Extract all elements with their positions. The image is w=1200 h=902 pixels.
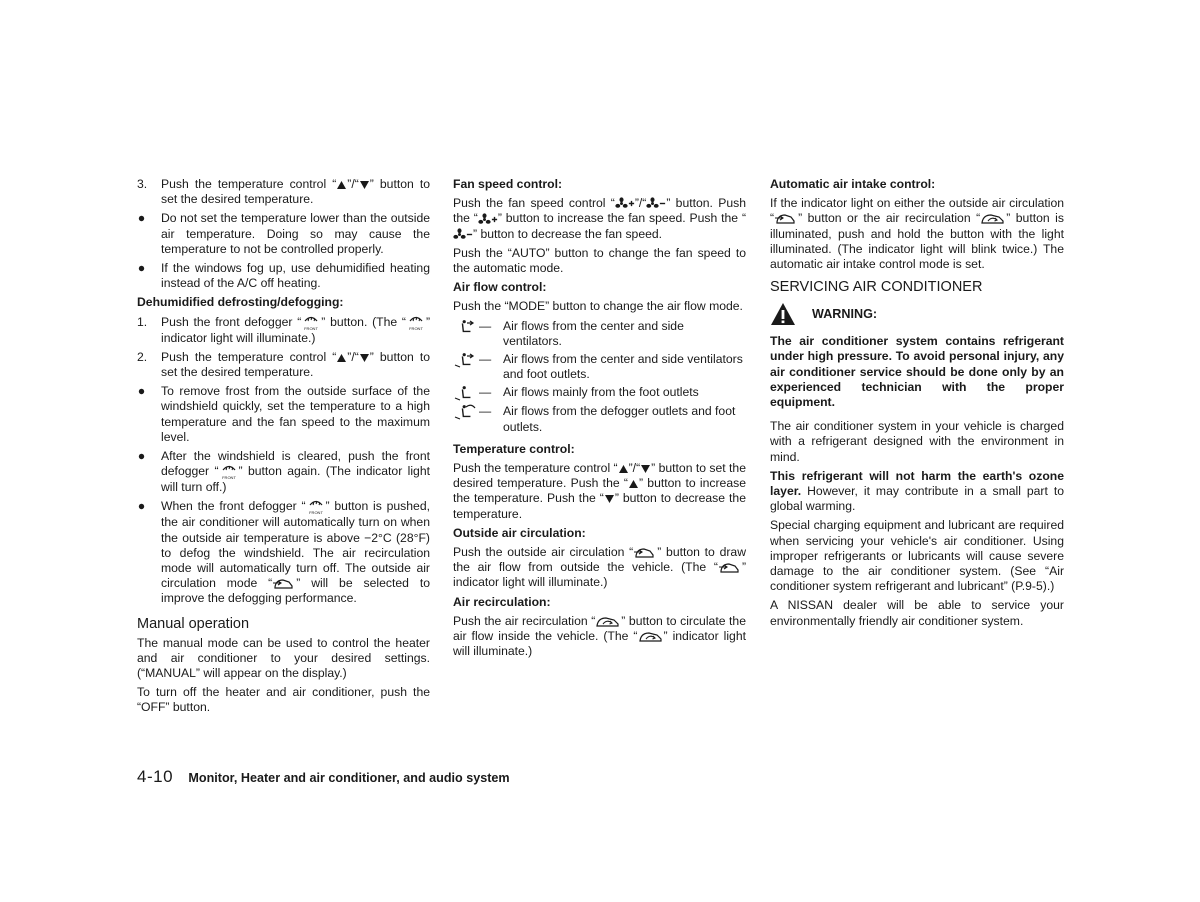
- column-left: [137, 177, 430, 720]
- text-fragment: ” button to decrease the fan speed.: [473, 226, 663, 241]
- item-number: 1.: [137, 314, 148, 329]
- dash: —: [479, 404, 492, 419]
- airflow-mode-row: [453, 385, 746, 401]
- vent-bilevel-icon: [453, 352, 479, 368]
- down-triangle-icon: [359, 180, 370, 190]
- list-item: [137, 177, 430, 207]
- paragraph: To turn off the heater and air conditioner, push the “OFF” button.: [137, 685, 430, 715]
- text-fragment: However, it may contribute in a small part to global warming.: [770, 484, 1064, 514]
- down-triangle-icon: [604, 494, 615, 504]
- text-fragment: ” button to set the desired temperature.: [161, 177, 430, 207]
- text-fragment: ” button to increase the temperature. Push the “: [453, 476, 746, 506]
- list-item: [137, 211, 430, 257]
- text-fragment: Push the temperature control “: [161, 177, 337, 191]
- recirculation-icon: [595, 615, 621, 629]
- paragraph: [453, 614, 746, 660]
- text-fragment: ”/“: [634, 196, 647, 211]
- paragraph: The manual mode can be used to control the heater and air conditioner to your desired settings. (“MANUAL” will appear on the display.): [137, 635, 430, 681]
- outside-air-icon: [633, 546, 657, 560]
- text-fragment: ” button. Push the “: [453, 196, 746, 226]
- text-fragment: This refrigerant will not harm the earth's ozone layer.: [770, 468, 1064, 499]
- text-fragment: ” button to increase the fan speed. Push the “: [497, 211, 746, 226]
- warning-header: [770, 302, 1064, 326]
- paragraph: Push the “AUTO” button to change the fan speed to the automatic mode.: [453, 245, 746, 276]
- section-heading: Air recirculation:: [453, 594, 551, 609]
- text-fragment: ” button is pushed, the air conditioner will automatically turn on when the outside air temperature is above −2°C (28°F) to defog the windshield. The air recirculation mode will automatically turn off. The outside air circulation mode “: [161, 499, 430, 591]
- fan-icon: [615, 197, 628, 210]
- bullet-text: Do not set the temperature lower than the outside air temperature. Doing so may cause the temperature to not be controlled properly.: [161, 211, 430, 256]
- bullet-icon: [137, 264, 146, 273]
- text-fragment: ” button to draw the air flow from outside the vehicle. (The “: [453, 545, 746, 575]
- recirculation-icon: [980, 212, 1006, 226]
- text-fragment: After the windshield is cleared, push the front defogger “: [161, 449, 430, 479]
- text-fragment: Push the temperature control “: [453, 461, 618, 476]
- paragraph: Push the “MODE” button to change the air flow mode.: [453, 299, 743, 314]
- section-heading: SERVICING AIR CONDITIONER: [770, 279, 983, 296]
- section-heading: Temperature control:: [453, 441, 575, 456]
- text-fragment: ” button is illuminated, push and hold the button with the light illuminated. (The indicator light will blink twice.) The automatic air intake control mode is set.: [770, 211, 1064, 272]
- recirculation-icon: [638, 630, 664, 644]
- text-fragment: ” button to circulate the air flow inside the vehicle. (The “: [453, 613, 746, 644]
- dash: —: [479, 385, 492, 400]
- fan-minus-icon: [466, 231, 473, 238]
- bullet-text: If the windows fog up, use dehumidified heating instead of the A/C off heating.: [161, 261, 430, 291]
- text-fragment: ”/“: [628, 461, 641, 476]
- list-item: [137, 261, 430, 291]
- bullet-icon: [137, 214, 146, 223]
- airflow-mode-row: [453, 352, 746, 382]
- text-fragment: ” indicator light will illuminate.): [161, 314, 431, 345]
- text-fragment: ” button to decrease the temperature.: [453, 491, 746, 521]
- text-fragment: When the front defogger “: [161, 499, 306, 514]
- text-fragment: ” indicator light will illuminate.): [453, 629, 746, 659]
- column-right: [770, 177, 1064, 633]
- airflow-mode-text: Air flows from the center and side ventilators and foot outlets.: [503, 352, 743, 382]
- outside-air-icon: [718, 561, 742, 575]
- dash: —: [479, 318, 492, 333]
- front-defogger-icon: [301, 315, 321, 331]
- item-number: 2.: [137, 349, 148, 364]
- dash: —: [479, 352, 492, 367]
- fan-plus-icon: [628, 200, 635, 207]
- down-triangle-icon: [640, 464, 651, 474]
- text-fragment: ” button or the air recirculation “: [798, 211, 981, 226]
- text-fragment: Push the temperature control “: [161, 349, 337, 364]
- fan-icon: [478, 213, 491, 226]
- up-triangle-icon: [336, 353, 347, 363]
- section-heading: Air flow control:: [453, 280, 547, 295]
- text-fragment: ”/“: [347, 349, 359, 364]
- warning-text: The air conditioner system contains refrigerant under high pressure. To avoid personal injury, any air conditioner service should be done only by an experienced technician with the proper equipment.: [770, 334, 1064, 410]
- airflow-mode-row: [453, 404, 746, 434]
- paragraph: [770, 469, 1064, 515]
- airflow-mode-text: Air flows from the defogger outlets and foot outlets.: [503, 404, 736, 434]
- airflow-mode-row: [453, 319, 746, 349]
- vent-foot-icon: [453, 385, 479, 401]
- paragraph: [453, 461, 746, 522]
- paragraph: [453, 196, 746, 242]
- warning-triangle-icon: [770, 302, 796, 326]
- text-fragment: If the indicator light on either the outside air circulation “: [770, 196, 1064, 226]
- bullet-icon: [137, 502, 146, 511]
- section-heading: Automatic air intake control:: [770, 177, 936, 191]
- text-fragment: ” indicator light will illuminate.): [453, 560, 746, 590]
- bullet-text: To remove frost from the outside surface of the windshield quickly, set the temperature to a high temperature and the fan speed to the maximum level.: [161, 384, 430, 444]
- front-defogger-icon: [406, 315, 426, 331]
- page-footer: [137, 769, 510, 786]
- section-heading: Fan speed control:: [453, 177, 563, 191]
- paragraph: The air conditioner system in your vehicle is charged with a refrigerant designed with the environment in mind.: [770, 419, 1064, 464]
- front-defogger-icon: [219, 464, 239, 480]
- fan-plus-icon: [491, 216, 498, 223]
- text-fragment: Push the front defogger “: [161, 314, 302, 329]
- text-fragment: Push the air recirculation “: [453, 613, 596, 628]
- section-heading: Manual operation: [137, 615, 250, 632]
- up-triangle-icon: [336, 180, 347, 190]
- item-number: 3.: [137, 177, 148, 191]
- section-heading: Outside air circulation:: [453, 525, 586, 540]
- down-triangle-icon: [359, 353, 370, 363]
- list-item: [137, 350, 430, 380]
- page-number: 4-10: [137, 767, 174, 786]
- fan-icon: [453, 228, 466, 241]
- section-heading: Dehumidified defrosting/defogging:: [137, 295, 344, 310]
- column-middle: [453, 177, 746, 663]
- up-triangle-icon: [628, 479, 639, 489]
- warning-label: WARNING:: [812, 306, 878, 321]
- text-fragment: ” will be selected to improve the defogging performance.: [161, 576, 430, 606]
- text-fragment: ” button to set the desired temperature. Push the “: [453, 461, 746, 491]
- outside-air-icon: [774, 212, 798, 226]
- vent-defog-foot-icon: [453, 404, 479, 420]
- text-fragment: ” button again. (The indicator light will turn off.): [161, 464, 430, 495]
- outside-air-icon: [272, 577, 296, 591]
- list-item: [137, 384, 430, 445]
- text-fragment: Push the fan speed control “: [453, 196, 615, 211]
- fan-icon: [646, 197, 659, 210]
- airflow-mode-text: Air flows from the center and side ventilators.: [503, 318, 684, 348]
- paragraph: Special charging equipment and lubricant are required when servicing your vehicle's air conditioner. Using improper refrigerants or lubricants will cause severe damage to the air conditioner system. (See “Air conditioner system refrigerant and lubricant” (P.9-5).): [770, 518, 1064, 594]
- up-triangle-icon: [618, 464, 629, 474]
- airflow-mode-text: Air flows mainly from the foot outlets: [503, 385, 699, 400]
- vent-face-icon: [453, 319, 479, 335]
- text-fragment: ” button to set the desired temperature.: [161, 349, 430, 380]
- list-item: [137, 315, 430, 346]
- paragraph: A NISSAN dealer will be able to service your environmentally friendly air conditioner system.: [770, 598, 1064, 628]
- bullet-icon: [137, 387, 146, 396]
- paragraph: [770, 196, 1064, 272]
- paragraph: [453, 545, 746, 591]
- chapter-title: Monitor, Heater and air conditioner, and audio system: [188, 771, 510, 785]
- list-item: [137, 499, 430, 606]
- bullet-icon: [137, 452, 146, 461]
- text-fragment: ”/“: [347, 177, 359, 191]
- front-defogger-icon: [306, 499, 326, 515]
- text-fragment: Push the outside air circulation “: [453, 545, 634, 560]
- text-fragment: ” button. (The “: [321, 314, 406, 329]
- list-item: [137, 449, 430, 495]
